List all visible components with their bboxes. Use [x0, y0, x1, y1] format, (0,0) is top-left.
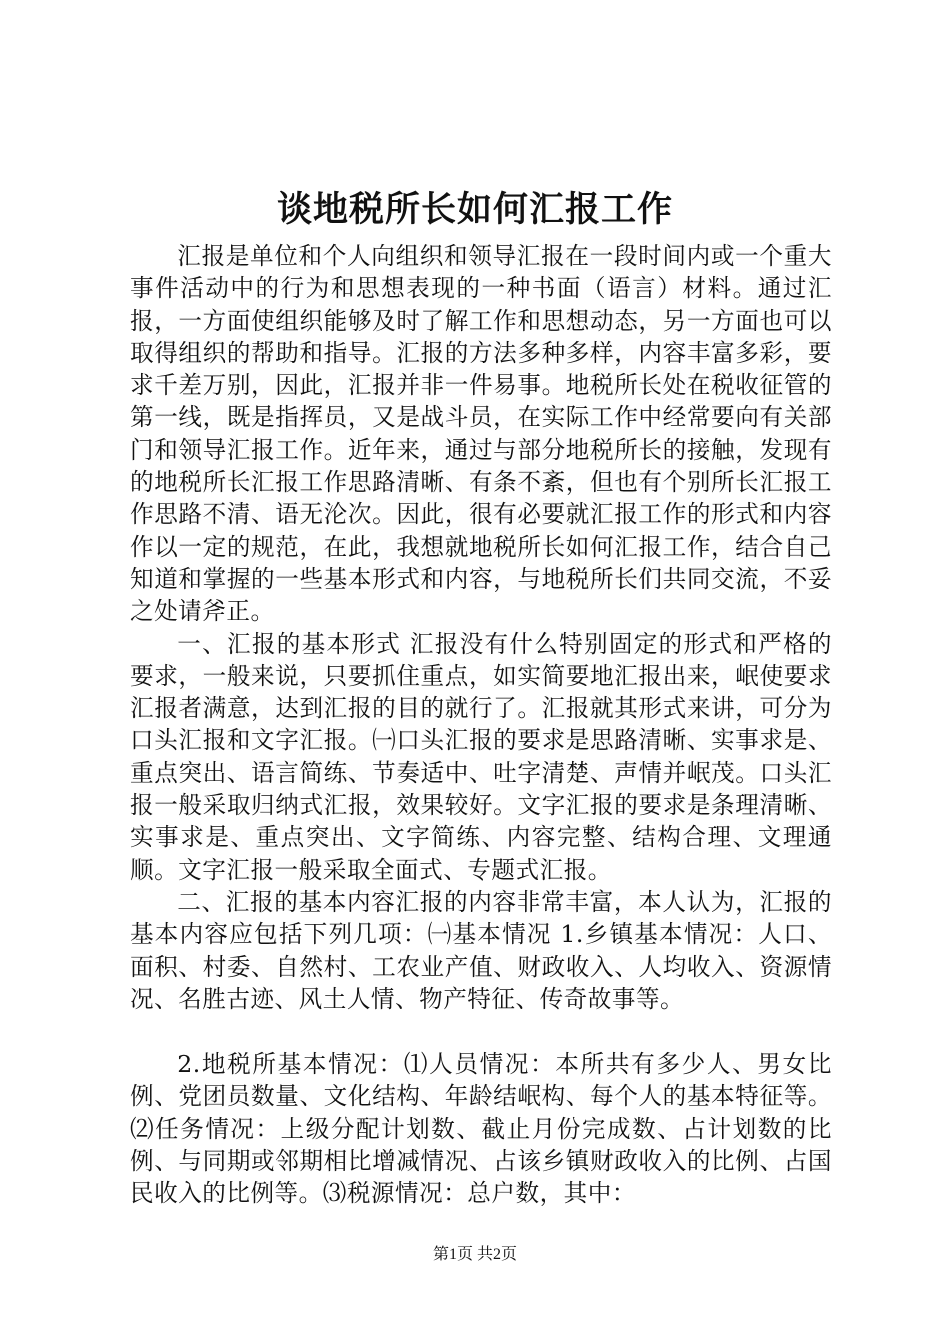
page-footer: 第1页 共2页 [432, 1246, 517, 1263]
paragraph-intro: 汇报是单位和个人向组织和领导汇报在一段时间内或一个重大事件活动中的行为和思想表现的一种书面（语言）材料。通过汇报，一方面使组织能够及时了解工作和思想动态，另一方面也可以取得组织的帮助和指导。汇报的方法多种多样，内容丰富多彩，要求千差万别，因此，汇报并非一件易事。地税所长处在税收征管的第一线，既是指挥员，又是战斗员，在实际工作中经常要向有关部门和领导汇报工作。近年来，通过与部分地税所长的接触，发现有的地税所长汇报工作思路清晰、有条不紊，但也有个别所长汇报工作思路不清、语无沦次。因此，很有必要就汇报工作的形式和内容作以一定的规范，在此，我想就地税所长如何汇报工作，结合自己知道和掌握的一些基本形式和内容，与地税所长们共同交流，不妥之处请斧正。 [130, 242, 832, 626]
document-title: 谈地税所长如何汇报工作 [276, 189, 673, 230]
paragraph-basic-content: 二、汇报的基本内容汇报的内容非常丰富，本人认为，汇报的基本内容应包括下列几项：㈠基本情况 1.乡镇基本情况：人口、面积、村委、自然村、工农业产值、财政收入、人均收入、资源情况、名胜古迹、风土人情、物产特征、传奇故事等。 [130, 887, 832, 1013]
paragraph-tax-office-info: 2.地税所基本情况：⑴人员情况：本所共有多少人、男女比例、党团员数量、文化结构、年龄结岷构、每个人的基本特征等。⑵任务情况：上级分配计划数、截止月份完成数、占计划数的比例、与同期或邻期相比增减情况、占该乡镇财政收入的比例、占国民收入的比例等。⑶税源情况：总户数，其中： [130, 1050, 832, 1208]
paragraph-basic-forms: 一、汇报的基本形式 汇报没有什么特别固定的形式和严格的要求，一般来说，只要抓住重点，如实简要地汇报出来，岷使要求汇报者满意，达到汇报的目的就行了。汇报就其形式来讲，可分为口头汇报和文字汇报。㈠口头汇报的要求是思路清晰、实事求是、重点突出、语言简练、节奏适中、吐字清楚、声情并岷茂。口头汇报一般采取归纳式汇报，效果较好。文字汇报的要求是条理清晰、实事求是、重点突出、文字简练、内容完整、结构合理、文理通顺。文字汇报一般采取全面式、专题式汇报。 [130, 629, 832, 884]
document-body [130, 240, 832, 1210]
paragraph-spacer [130, 1015, 832, 1048]
